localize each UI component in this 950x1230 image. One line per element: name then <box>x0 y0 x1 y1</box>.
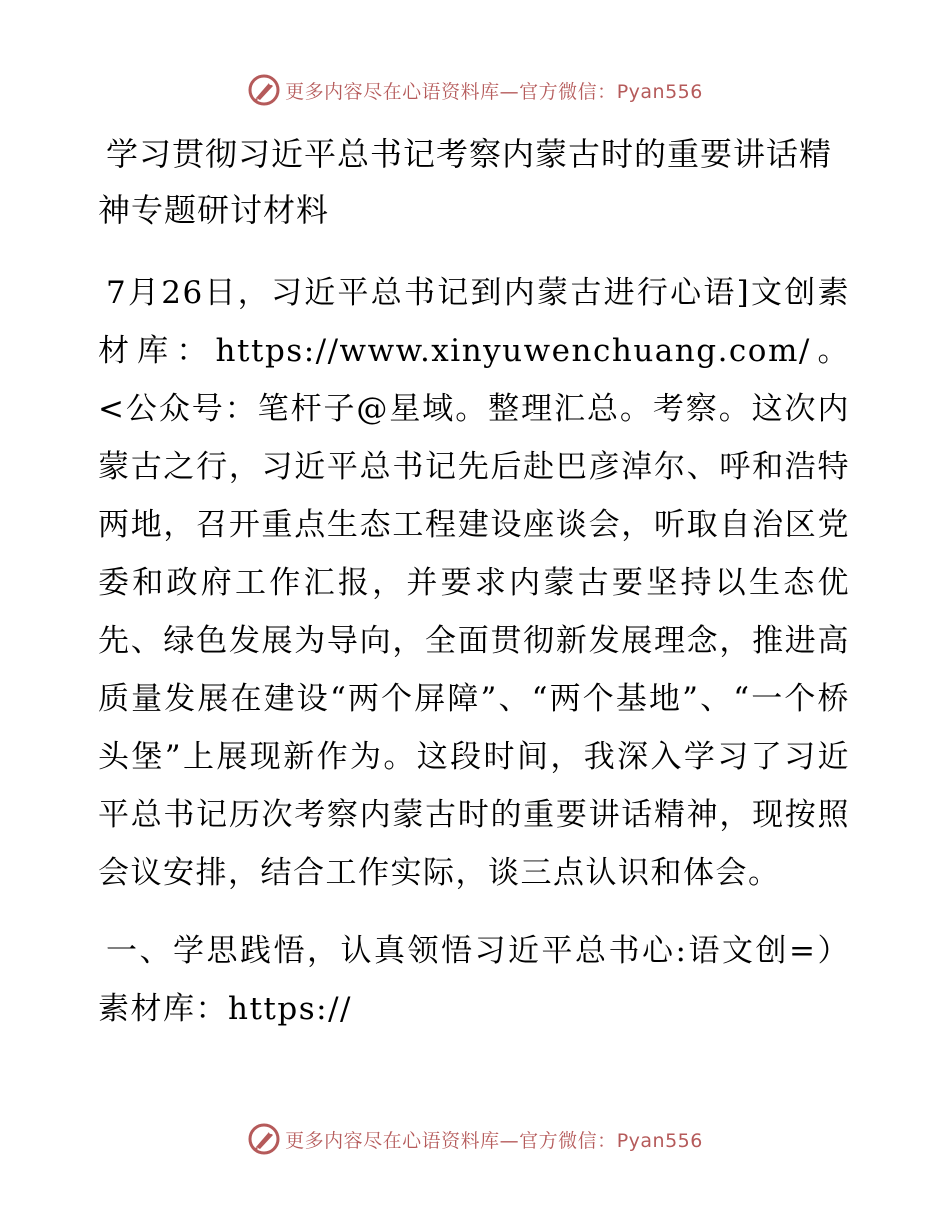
banner-text <box>285 1126 703 1153</box>
banner-official-label: 官方微信： <box>519 80 617 103</box>
banner-site-text: 更多内容尽在心语资料库 <box>285 1129 500 1152</box>
banner-text <box>285 77 703 104</box>
document-body <box>98 126 850 1038</box>
banner-site-text: 更多内容尽在心语资料库 <box>285 80 500 103</box>
banner-separator: — <box>499 1129 520 1152</box>
footer-watermark-banner <box>0 1119 950 1159</box>
banner-separator: — <box>499 80 520 103</box>
pen-logo-icon <box>247 73 281 107</box>
banner-wechat-id: Pyan556 <box>616 1129 703 1152</box>
banner-official-label: 官方微信： <box>519 1129 617 1152</box>
pen-logo-icon <box>247 1122 281 1156</box>
section-heading-1: 一、学思践悟，认真领悟习近平总书心:语文创=）素材库：https:// <box>98 933 850 1027</box>
paragraph-intro: 7月26日，习近平总书记到内蒙古进行心语]文创素材库：https://www.xinyuwenchuang.com/。<公众号：笔杆子@星域。整理汇总。考察。这次内蒙古之行，习近平总书记先后赴巴彦淖尔、呼和浩特两地，召开重点生态工程建设座谈会，听取自治区党委和政府工作汇报，并要求内蒙古要坚持以生态优先、绿色发展为导向，全面贯彻新发展理念，推进高质量发展在建设“两个屏障”、“两个基地”、“一个桥头堡”上展现新作为。这段时间，我深入学习了习近平总书记历次考察内蒙古时的重要讲话精神，现按照会议安排，结合工作实际，谈三点认识和体会。 <box>98 275 850 891</box>
header-watermark-banner <box>0 70 950 110</box>
document-title: 学习贯彻习近平总书记考察内蒙古时的重要讲话精神专题研讨材料 <box>98 135 833 229</box>
banner-wechat-id: Pyan556 <box>616 80 703 103</box>
